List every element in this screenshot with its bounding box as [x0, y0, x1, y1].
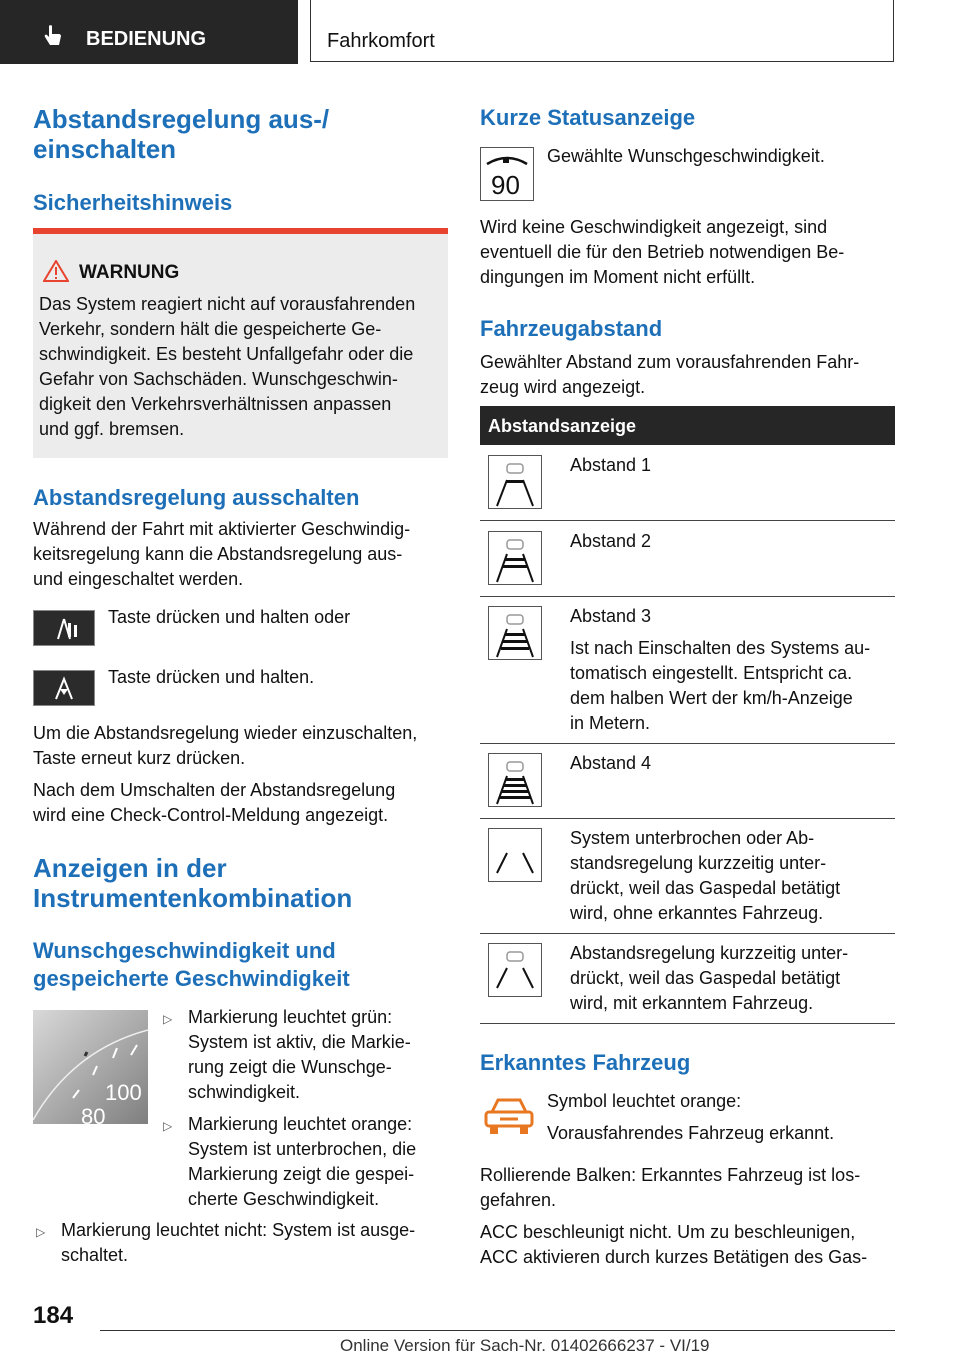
row-text: System unterbrochen oder Ab-	[570, 828, 815, 848]
table-divider	[480, 818, 895, 819]
paragraph-line: gefahren.	[480, 1190, 557, 1210]
table-divider	[480, 520, 895, 521]
section-tab	[0, 0, 298, 64]
heading-erkanntes-fahrzeug: Erkanntes Fahrzeug	[480, 1050, 691, 1075]
distance-key-icon	[33, 610, 95, 646]
row-text: Abstand 1	[570, 455, 652, 475]
table-divider	[480, 1023, 895, 1024]
table-header	[480, 406, 895, 445]
key2-text: Taste drücken und halten.	[108, 667, 315, 687]
table-divider	[480, 933, 895, 934]
heading-abstandsregelung: Abstandsregelung aus-/ einschalten	[33, 104, 330, 164]
table-row	[570, 941, 848, 1016]
heading-ausschalten: Abstandsregelung ausschalten	[33, 485, 360, 510]
bullet-line: System ist aktiv, die Markie-	[188, 1032, 411, 1052]
bullet-triangle-icon: ▷	[163, 1012, 173, 1026]
warning-line: digkeit den Verkehrsverhältnissen anpassen	[39, 394, 392, 414]
bullet-line: System ist unterbrochen, die	[188, 1139, 417, 1159]
kurz-text: Gewählte Wunschgeschwindigkeit.	[547, 146, 825, 166]
bullet-line: Markierung leuchtet grün:	[188, 1007, 393, 1027]
bullet-line: cherte Geschwindigkeit.	[188, 1189, 380, 1209]
key1-text: Taste drücken und halten oder	[108, 607, 351, 627]
row-text: drückt, weil das Gaspedal betätigt	[570, 878, 841, 898]
heading-fahrzeugabstand: Fahrzeugabstand	[480, 316, 663, 341]
bullet-line: Markierung zeigt die gespei-	[188, 1164, 415, 1184]
row-text: tomatisch eingestellt. Entspricht ca.	[570, 663, 853, 683]
table-divider	[480, 743, 895, 744]
row-text: Abstand 4	[570, 753, 652, 773]
bullet-triangle-icon: ▷	[163, 1119, 173, 1133]
chapter-tab-label: Fahrkomfort	[327, 30, 435, 52]
heading-wunschgeschwindigkeit: Wunschgeschwindigkeit und gespeicherte Geschwindigkeit	[33, 938, 350, 991]
table-row	[570, 453, 651, 478]
warning-line: Das System reagiert nicht auf vorausfahrenden	[39, 294, 416, 314]
row-text: wird, mit erkanntem Fahrzeug.	[570, 993, 814, 1013]
table-row	[570, 751, 651, 776]
bullet-line: schaltet.	[61, 1245, 129, 1265]
warning-line: Verkehr, sondern hält die gespeicherte Ge-	[39, 319, 382, 339]
paragraph-line: eventuell die für den Betrieb notwendigen Be-	[480, 242, 845, 262]
chapter-tab	[310, 0, 894, 62]
warning-line: Gefahr von Sachschäden. Wunschgeschwin-	[39, 369, 398, 389]
speedometer-image	[33, 1010, 148, 1124]
distance-3-icon	[488, 606, 542, 660]
row-text: Abstandsregelung kurzzeitig unter-	[570, 943, 849, 963]
row-text: Abstand 2	[570, 531, 652, 551]
bullet-triangle-icon: ▷	[36, 1225, 46, 1239]
gauge-label-100: 100	[105, 1080, 142, 1105]
warning-line: und ggf. bremsen.	[39, 419, 185, 439]
paragraph-line: ACC aktivieren durch kurzes Betätigen des Gas-	[480, 1247, 868, 1267]
footer-divider	[100, 1330, 895, 1331]
table-row	[570, 604, 870, 736]
footer-version: Online Version für Sach-Nr. 01402666237 - VI/19	[340, 1336, 710, 1355]
distance-4-icon	[488, 753, 542, 807]
erkannt-text-1: Symbol leuchtet orange:	[547, 1091, 742, 1111]
row-text: drückt, weil das Gaspedal betätigt	[570, 968, 841, 988]
bullet-line: Markierung leuchtet nicht: System ist ausge-	[61, 1220, 416, 1240]
paragraph-line: Während der Fahrt mit aktivierter Geschwindig-	[33, 519, 411, 539]
section-tab-label: BEDIENUNG	[86, 28, 207, 50]
suppressed-vehicle-icon	[488, 943, 542, 997]
page-number: 184	[33, 1302, 74, 1329]
paragraph-line: Um die Abstandsregelung wieder einzuschalten,	[33, 723, 418, 743]
bullet-line: rung zeigt die Wunschge-	[188, 1057, 392, 1077]
table-row	[570, 826, 840, 926]
paragraph-line: Gewählter Abstand zum vorausfahrenden Fahr-	[480, 352, 860, 372]
heading-anzeigen: Anzeigen in der Instrumentenkombination	[33, 853, 353, 913]
warning-triangle-icon	[43, 260, 69, 282]
bullet-line: Markierung leuchtet orange:	[188, 1114, 413, 1134]
heading-sicherheitshinweis: Sicherheitshinweis	[33, 190, 233, 215]
speed-display-value: 90	[491, 170, 520, 200]
paragraph-line: Rollierende Balken: Erkanntes Fahrzeug ist los-	[480, 1165, 861, 1185]
table-header-label: Abstandsanzeige	[488, 416, 637, 436]
paragraph-line: zeug wird angezeigt.	[480, 377, 646, 397]
row-text: wird, ohne erkanntes Fahrzeug.	[570, 903, 824, 923]
paragraph-line: ACC beschleunigt nicht. Um zu beschleunigen,	[480, 1222, 856, 1242]
row-text: dem halben Wert der km/h-Anzeige	[570, 688, 853, 708]
heading-kurze-statusanzeige: Kurze Statusanzeige	[480, 105, 696, 130]
paragraph-line: dingungen im Moment nicht erfüllt.	[480, 267, 756, 287]
distance-rocker-key-icon	[33, 670, 95, 706]
row-text: Ist nach Einschalten des Systems au-	[570, 638, 871, 658]
warning-line: schwindigkeit. Es besteht Unfallgefahr oder die	[39, 344, 414, 364]
warning-box	[33, 228, 448, 458]
system-interrupted-icon	[488, 828, 542, 882]
paragraph-line: und eingeschaltet werden.	[33, 569, 244, 589]
gauge-label-80: 80	[81, 1104, 106, 1124]
paragraph-line: keitsregelung kann die Abstandsregelung aus-	[33, 544, 403, 564]
paragraph-line: Nach dem Umschalten der Abstandsregelung	[33, 780, 396, 800]
speed-display-icon	[480, 147, 534, 201]
row-text: Abstand 3	[570, 606, 652, 626]
warning-title: WARNUNG	[79, 262, 180, 283]
table-row	[570, 529, 651, 554]
paragraph-line: Wird keine Geschwindigkeit angezeigt, sind	[480, 217, 828, 237]
row-text: in Metern.	[570, 713, 651, 733]
distance-1-icon	[488, 455, 542, 509]
bullet-line: schwindigkeit.	[188, 1082, 301, 1102]
paragraph-line: wird eine Check-Control-Meldung angezeigt.	[33, 805, 389, 825]
hand-pointer-icon	[40, 24, 64, 48]
erkannt-text-2: Vorausfahrendes Fahrzeug erkannt.	[547, 1123, 835, 1143]
distance-2-icon	[488, 531, 542, 585]
car-icon	[482, 1094, 536, 1140]
table-divider	[480, 596, 895, 597]
paragraph-line: Taste erneut kurz drücken.	[33, 748, 246, 768]
row-text: standsregelung kurzzeitig unter-	[570, 853, 827, 873]
